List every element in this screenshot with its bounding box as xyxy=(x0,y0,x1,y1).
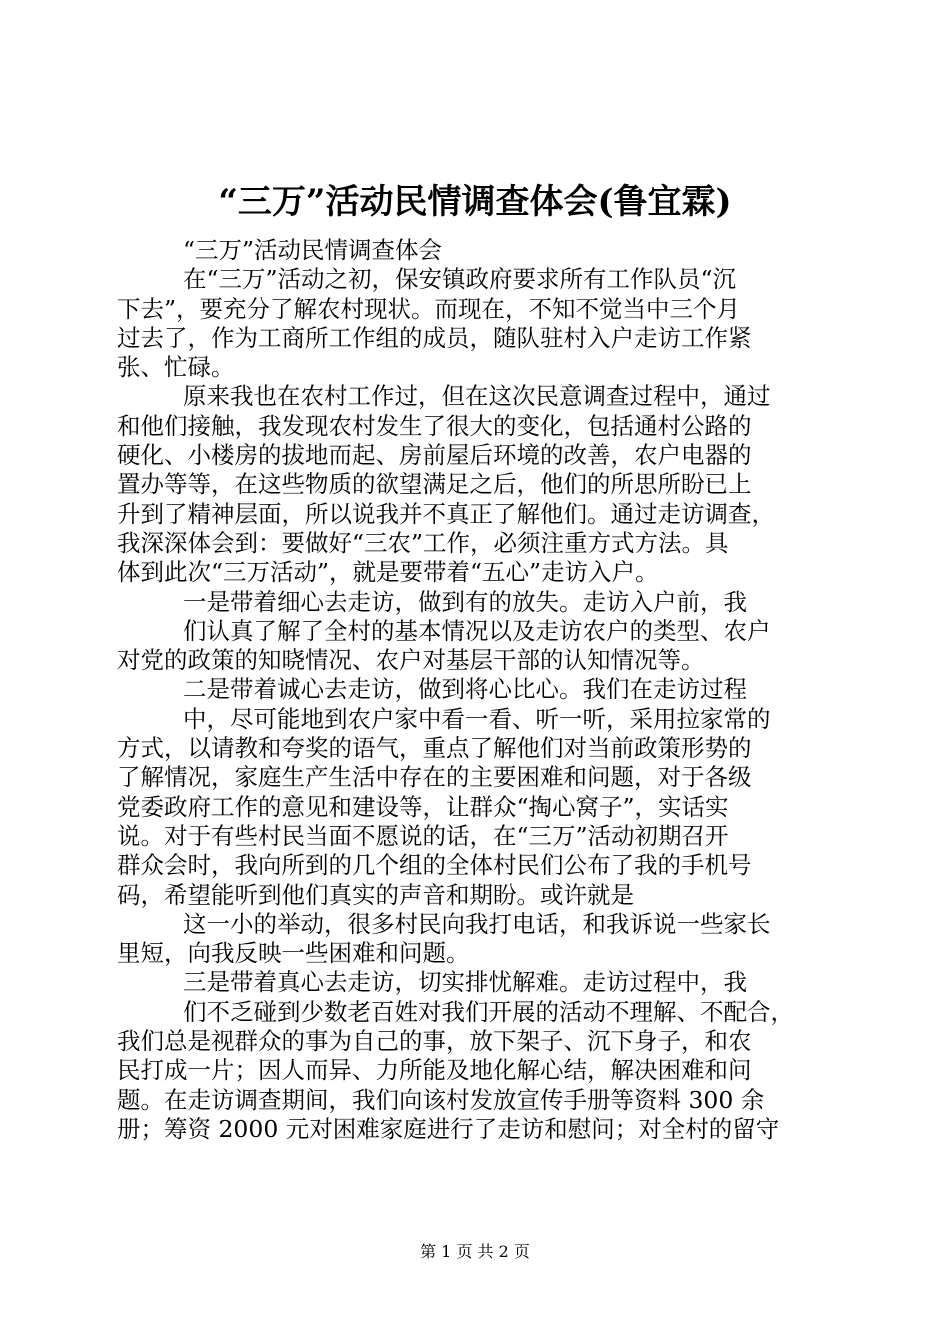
text-line-11: 我深深体会到：要做好“三农”工作，必须注重方式方法。具 xyxy=(117,528,729,557)
text-line-23: 码，希望能听到他们真实的声音和期盼。或许就是 xyxy=(117,880,634,909)
text-line-27: 们不乏碰到少数老百姓对我们开展的活动不理解、不配合， xyxy=(183,997,794,1026)
document-title: “三万”活动民情调查体会(鲁宜霖) xyxy=(218,182,732,222)
text-line-20: 党委政府工作的意见和建设等，让群众“掏心窝子”，实话实 xyxy=(117,792,729,821)
text-line-25: 里短，向我反映一些困难和问题。 xyxy=(117,939,470,968)
text-line-5: 张、忙碌。 xyxy=(117,353,235,382)
text-line-19: 了解情况，家庭生产生活中存在的主要困难和问题，对于各级 xyxy=(117,763,752,792)
text-line-6: 原来我也在农村工作过，但在这次民意调查过程中，通过 xyxy=(183,382,771,411)
text-line-7: 和他们接触，我发现农村发生了很大的变化，包括通村公路的 xyxy=(117,411,752,440)
text-line-29: 民打成一片；因人而异、力所能及地化解心结，解决困难和问 xyxy=(117,1056,752,1085)
text-line-24: 这一小的举动，很多村民向我打电话，和我诉说一些家长 xyxy=(183,909,771,938)
document-body xyxy=(117,236,847,1144)
text-line-18: 方式，以请教和夸奖的语气，重点了解他们对当前政策形势的 xyxy=(117,734,752,763)
text-line-16: 二是带着诚心去走访，做到将心比心。我们在走访过程 xyxy=(183,675,747,704)
text-line-13: 一是带着细心去走访，做到有的放失。走访入户前，我 xyxy=(183,587,747,616)
text-line-8: 硬化、小楼房的拔地而起、房前屋后环境的改善，农户电器的 xyxy=(117,441,752,470)
text-line-15: 对党的政策的知晓情况、农户对基层干部的认知情况等。 xyxy=(117,646,705,675)
text-line-22: 群众会时，我向所到的几个组的全体村民们公布了我的手机号 xyxy=(117,851,752,880)
text-line-21: 说。对于有些村民当面不愿说的话，在“三万”活动初期召开 xyxy=(117,821,729,850)
text-line-3: 下去”，要充分了解农村现状。而现在，不知不觉当中三个月 xyxy=(117,294,741,323)
text-line-28: 我们总是视群众的事为自己的事，放下架子、沉下身子，和农 xyxy=(117,1027,752,1056)
text-line-2: 在“三万”活动之初，保安镇政府要求所有工作队员“沉 xyxy=(183,265,737,294)
text-line-14: 们认真了解了全村的基本情况以及走访农户的类型、农户 xyxy=(183,616,771,645)
text-line-10: 升到了精神层面，所以说我并不真正了解他们。通过走访调查， xyxy=(117,499,775,528)
text-line-1: “三万”活动民情调查体会 xyxy=(183,236,443,264)
text-line-12: 体到此次“三万活动”，就是要带着“五心”走访入户。 xyxy=(117,558,659,587)
text-line-30: 题。在走访调查期间，我们向该村发放宣传手册等资料 300 余 xyxy=(117,1085,765,1114)
page-footer: 第 1 页 共 2 页 xyxy=(420,1242,530,1261)
text-line-26: 三是带着真心去走访，切实排忧解难。走访过程中，我 xyxy=(183,968,747,997)
text-line-31: 册；筹资 2000 元对困难家庭进行了走访和慰问；对全村的留守 xyxy=(117,1114,780,1143)
text-line-4: 过去了，作为工商所工作组的成员，随队驻村入户走访工作紧 xyxy=(117,323,752,352)
text-line-17: 中，尽可能地到农户家中看一看、听一听，采用拉家常的 xyxy=(183,704,771,733)
text-line-9: 置办等等，在这些物质的欲望满足之后，他们的所思所盼已上 xyxy=(117,470,752,499)
